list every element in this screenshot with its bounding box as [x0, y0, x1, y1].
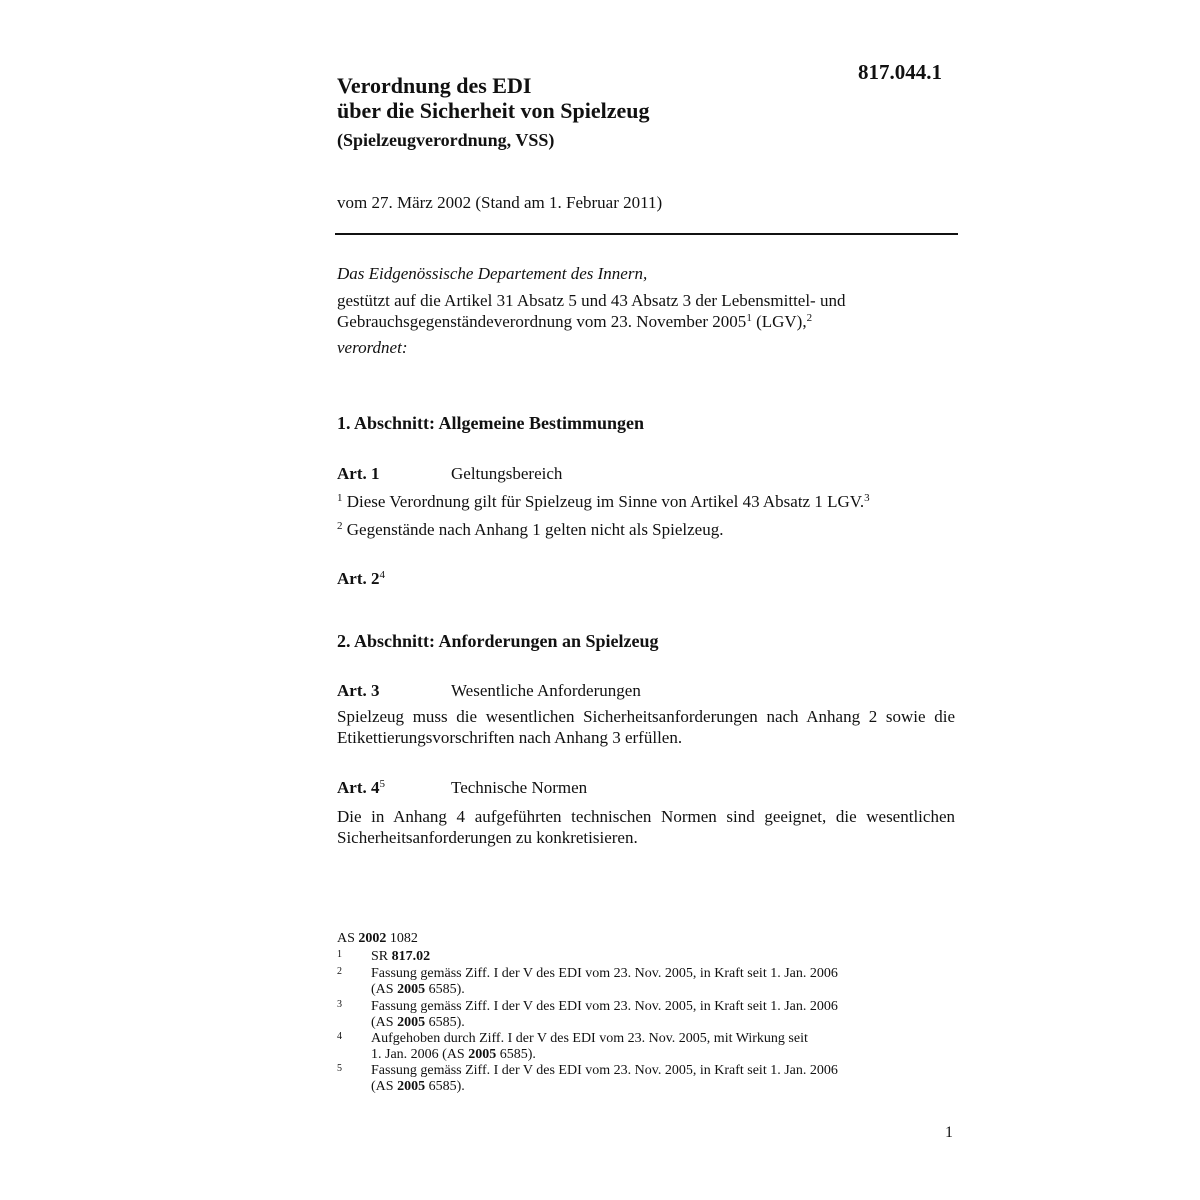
article-1-title: Geltungsbereich: [451, 464, 563, 483]
footnote-number: 1: [337, 949, 342, 960]
article-3-title: Wesentliche Anforderungen: [451, 681, 641, 700]
article-4-label-text: Art. 4: [337, 778, 380, 797]
footnote-ref-3[interactable]: 3: [864, 492, 870, 504]
paragraph-text: Gegenstände nach Anhang 1 gelten nicht als Spielzeug.: [342, 520, 724, 539]
footnote-ref-2[interactable]: 2: [806, 312, 813, 324]
preamble-authority: Das Eidgenössische Departement des Innern,: [337, 264, 648, 283]
section-2-heading: 2. Abschnitt: Anforderungen an Spielzeug: [337, 631, 659, 651]
preamble-basis-line-2: [337, 312, 812, 332]
footnote-number: 2: [337, 966, 342, 977]
article-2-label: [337, 569, 385, 589]
short-title: (Spielzeugverordnung, VSS): [337, 130, 555, 150]
footnote-ref-1[interactable]: 1: [746, 312, 752, 324]
as-year: 2002: [358, 931, 387, 946]
footnote-line-2: (AS 2005 6585).: [371, 1015, 465, 1030]
footnote-ref-4[interactable]: 4: [379, 569, 385, 581]
article-1-paragraph-1: [337, 492, 870, 512]
footnote-line-2: (AS 2005 6585).: [371, 982, 465, 997]
paragraph-number: 1: [337, 492, 343, 504]
footnote-line-1: Fassung gemäss Ziff. I der V des EDI vom 23. Nov. 2005, in Kraft seit 1. Jan. 2006: [371, 999, 838, 1014]
as-prefix: AS: [337, 931, 359, 946]
basis-text: Gebrauchsgegenständeverordnung vom 23. November 2005: [337, 312, 747, 331]
footnote-number: 4: [337, 1031, 342, 1042]
article-3-text: Spielzeug muss die wesentlichen Sicherheitsanforderungen nach Anhang 2 sowie die Etikettierungsvorschriften nach Anhang 3 erfüllen.: [337, 707, 955, 747]
title-line-1: Verordnung des EDI: [337, 73, 532, 98]
header-divider: [335, 233, 958, 235]
footnote-ref-5[interactable]: 5: [379, 778, 385, 790]
page-number: 1: [945, 1124, 953, 1141]
as-page: 1082: [386, 931, 418, 946]
paragraph-text: Diese Verordnung gilt für Spielzeug im Sinne von Artikel 43 Absatz 1 LGV.: [342, 492, 865, 511]
article-1-paragraph-2: [337, 520, 723, 540]
footnote-line-1: SR 817.02: [371, 949, 431, 964]
article-4-label: [337, 778, 385, 798]
footnote-line-1: Fassung gemäss Ziff. I der V des EDI vom 23. Nov. 2005, in Kraft seit 1. Jan. 2006: [371, 966, 838, 981]
article-3-label: Art. 3: [337, 681, 380, 700]
paragraph-number: 2: [337, 520, 343, 532]
footnote-line-2: (AS 2005 6585).: [371, 1079, 465, 1094]
title-line-2: über die Sicherheit von Spielzeug: [337, 98, 650, 123]
article-4-title: Technische Normen: [451, 778, 588, 797]
article-4-text: Die in Anhang 4 aufgeführten technischen Normen sind geeignet, die wesentlichen Sicherheitsanforderungen zu konkretisieren.: [337, 807, 955, 847]
footnote-number: 5: [337, 1063, 342, 1074]
footnote-line-2: 1. Jan. 2006 (AS 2005 6585).: [371, 1047, 536, 1062]
section-1-heading: 1. Abschnitt: Allgemeine Bestimmungen: [337, 413, 645, 433]
article-2-label-text: Art. 2: [337, 569, 380, 588]
document-date: vom 27. März 2002 (Stand am 1. Februar 2011): [337, 193, 663, 212]
basis-tail: (LGV),: [751, 312, 807, 331]
preamble-verb: verordnet:: [337, 338, 408, 357]
as-reference: [337, 931, 418, 947]
footnote-line-1: Aufgehoben durch Ziff. I der V des EDI vom 23. Nov. 2005, mit Wirkung seit: [371, 1031, 808, 1046]
footnote-line-1: Fassung gemäss Ziff. I der V des EDI vom 23. Nov. 2005, in Kraft seit 1. Jan. 2006: [371, 1063, 838, 1078]
preamble-basis-line-1: gestützt auf die Artikel 31 Absatz 5 und 43 Absatz 3 der Lebensmittel- und: [337, 291, 846, 310]
article-1-label: Art. 1: [337, 464, 380, 483]
sr-number: 817.044.1: [858, 60, 942, 84]
footnote-number: 3: [337, 999, 342, 1010]
